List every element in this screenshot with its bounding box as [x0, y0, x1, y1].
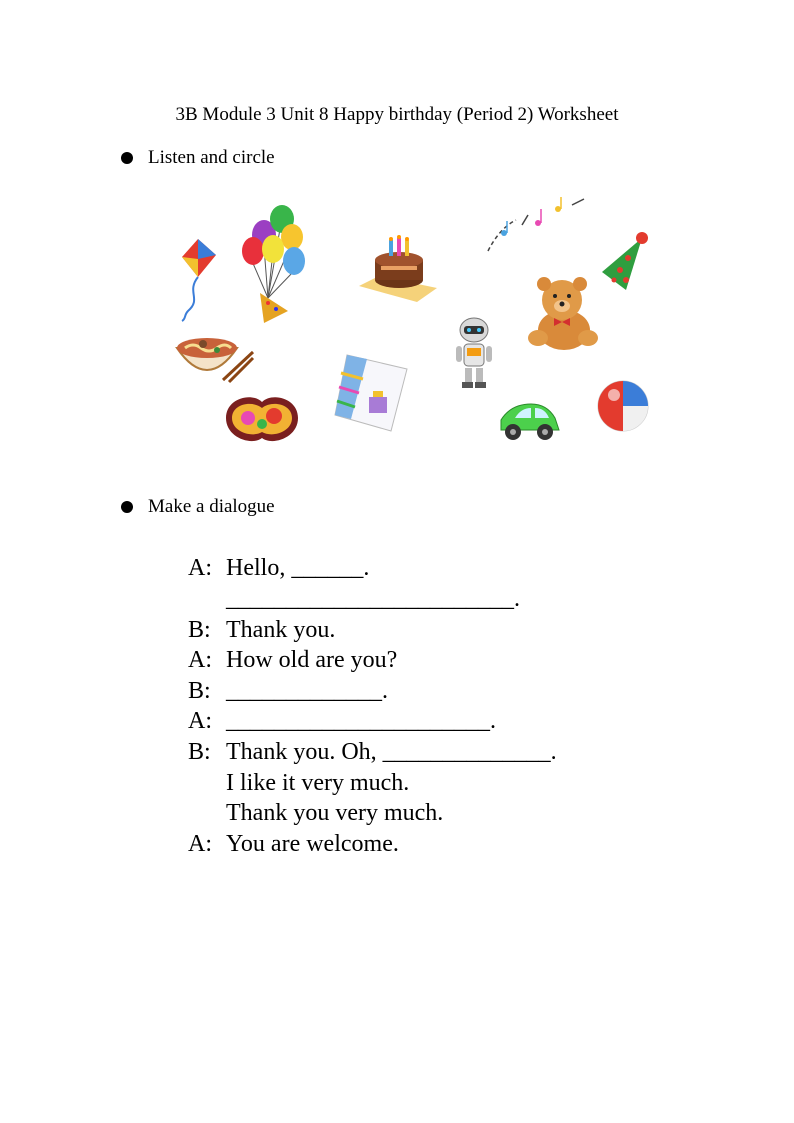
beach-ball-icon	[596, 379, 650, 433]
noodles-icon	[173, 330, 255, 384]
candy-box-icon	[222, 388, 302, 450]
dialogue-text: Thank you.	[226, 617, 336, 643]
birthday-card-icon	[333, 353, 409, 433]
speaker: B:	[188, 739, 211, 765]
speaker: B:	[188, 678, 211, 704]
speaker: A:	[188, 708, 212, 734]
dialogue-text: ______________________.	[226, 708, 496, 734]
speaker: A:	[188, 647, 212, 673]
bullet-icon	[121, 152, 133, 164]
dialogue-text: I like it very much.	[226, 770, 410, 796]
kite-icon	[176, 237, 220, 323]
section-listen	[121, 147, 275, 169]
worksheet-title: 3B Module 3 Unit 8 Happy birthday (Period 2) Worksheet	[175, 104, 619, 125]
section-dialogue	[121, 496, 275, 518]
toy-car-icon	[497, 400, 561, 442]
dialogue-text: How old are you?	[226, 647, 398, 673]
music-notes-icon	[486, 195, 586, 253]
dialogue-text: ________________________.	[226, 586, 520, 612]
balloons-icon	[238, 203, 308, 325]
dialogue-text: Thank you. Oh, ______________.	[226, 739, 557, 765]
section-listen-label: Listen and circle	[148, 147, 275, 168]
party-hat-icon	[598, 232, 654, 292]
speaker: A:	[188, 831, 212, 857]
dialogue-text: _____________.	[226, 678, 388, 704]
speaker: B:	[188, 617, 211, 643]
section-dialogue-label: Make a dialogue	[148, 496, 275, 517]
dialogue-text: You are welcome.	[226, 831, 399, 857]
robot-icon	[452, 316, 496, 390]
teddy-bear-icon	[520, 274, 604, 352]
birthday-cake-icon	[357, 234, 439, 304]
dialogue-text: Thank you very much.	[226, 800, 444, 826]
dialogue-text: Hello, ______.	[226, 555, 370, 581]
bullet-icon	[121, 501, 133, 513]
speaker: A:	[188, 555, 212, 581]
